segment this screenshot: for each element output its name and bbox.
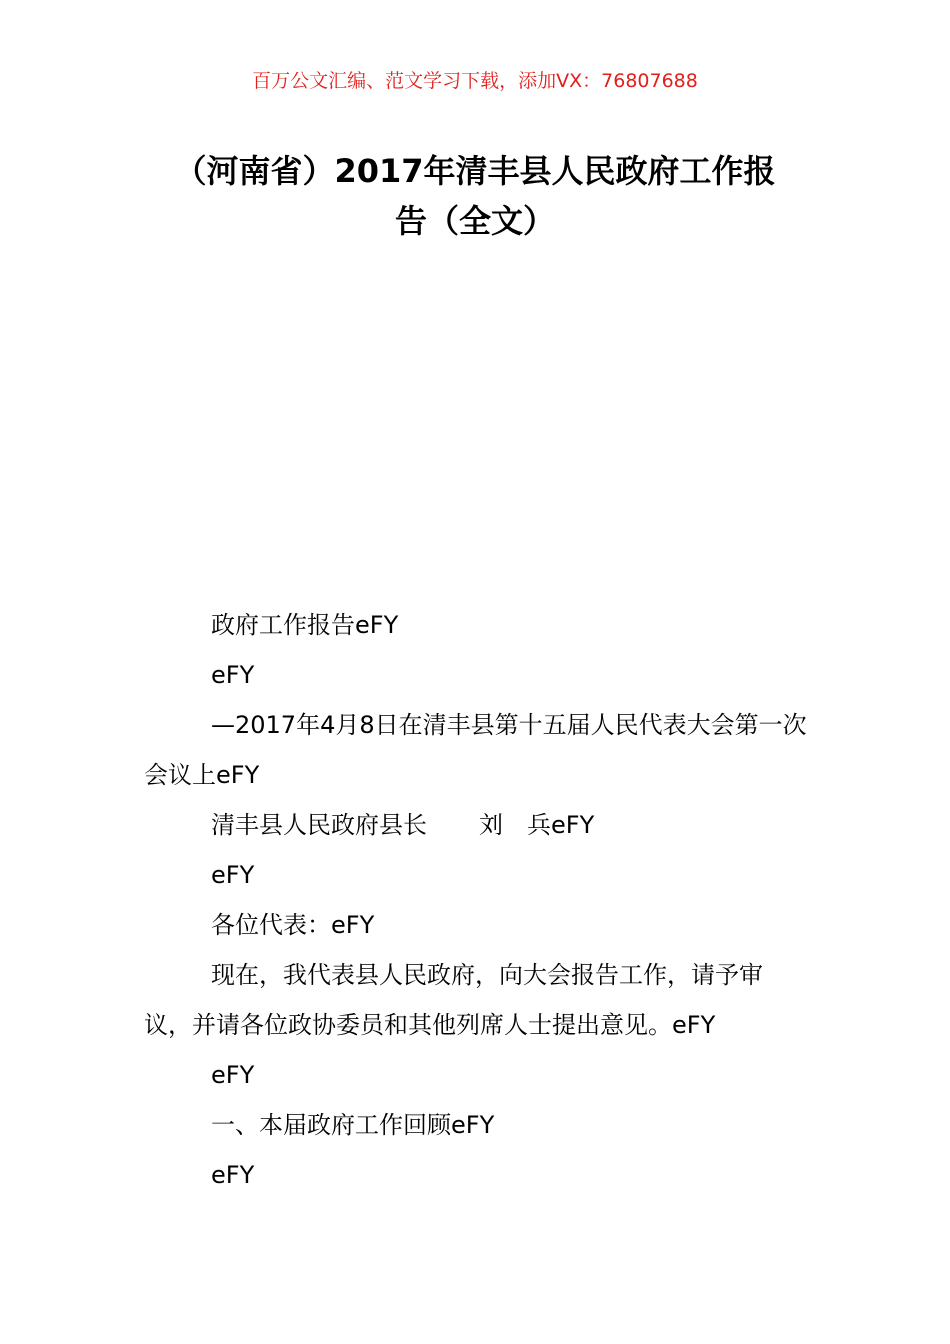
document-title-line-1: （河南省）2017年清丰县人民政府工作报 (174, 152, 776, 190)
salutation: 各位代表：eFY (211, 911, 375, 939)
header-watermark-note: 百万公文汇编、范文学习下载，添加VX：76807688 (252, 70, 698, 92)
document-body (144, 600, 810, 1200)
signer-line (144, 800, 810, 850)
body-paragraph: eFY (211, 1061, 255, 1089)
document-title (144, 146, 806, 246)
meeting-dateline: —2017年4月8日在清丰县第十五届人民代表大会第一次会议上eFY (144, 711, 807, 789)
body-paragraph: eFY (211, 1161, 255, 1189)
opening-paragraph: 现在，我代表县人民政府，向大会报告工作，请予审议，并请各位政协委员和其他列席人士提出意见。eFY (144, 961, 763, 1039)
report-heading: 政府工作报告eFY (211, 611, 399, 639)
signer-surname: 刘 (479, 811, 503, 839)
section-heading: 一、本届政府工作回顾eFY (211, 1111, 495, 1139)
body-paragraph: eFY (211, 661, 255, 689)
document-title-line-2: 告（全文） (394, 202, 555, 240)
signer-given-name: 兵eFY (527, 811, 595, 839)
signer-title: 清丰县人民政府县长 (211, 811, 427, 839)
body-paragraph: eFY (211, 861, 255, 889)
